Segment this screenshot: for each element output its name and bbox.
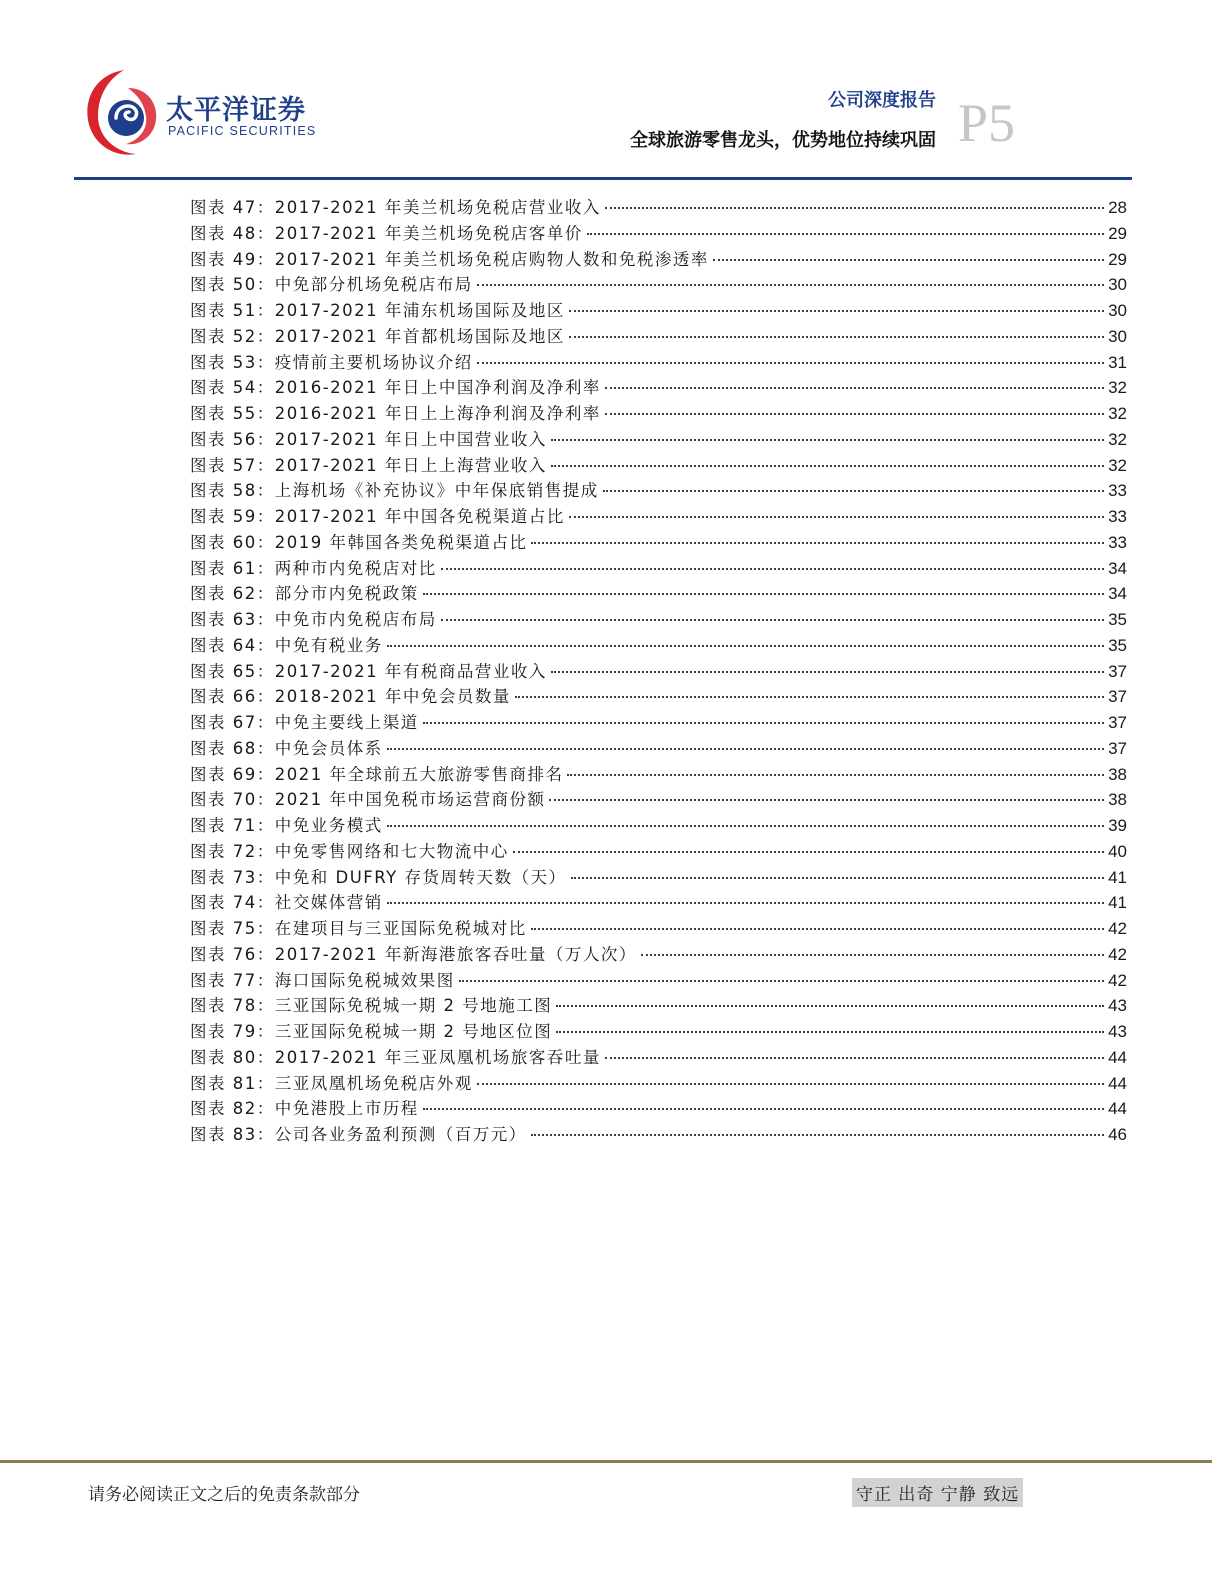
toc-entry-title: 图表 78：三亚国际免税城一期 2 号地施工图 (190, 996, 553, 1016)
toc-leader-dots (441, 617, 1104, 621)
toc-leader-dots (387, 643, 1104, 647)
toc-entry[interactable] (190, 786, 1127, 812)
toc-entry-page: 33 (1108, 532, 1127, 552)
toc-entry-title: 图表 81：三亚凤凰机场免税店外观 (190, 1073, 473, 1093)
toc-entry[interactable] (190, 889, 1127, 915)
toc-entry-title: 图表 48：2017-2021 年美兰机场免税店客单价 (190, 223, 583, 243)
toc-entry[interactable] (190, 374, 1127, 400)
toc-leader-dots (605, 411, 1104, 415)
toc-entry-page: 35 (1108, 610, 1127, 629)
toc-entry[interactable] (190, 297, 1127, 323)
toc-entry-page: 29 (1108, 249, 1127, 269)
toc-entry[interactable] (190, 1044, 1127, 1070)
toc-entry[interactable] (190, 735, 1127, 761)
toc-entry-title: 图表 68：中免会员体系 (190, 738, 383, 758)
toc-entry-page: 30 (1108, 326, 1127, 346)
toc-entry[interactable] (190, 503, 1127, 529)
toc-entry-page: 41 (1108, 893, 1127, 913)
toc-entry[interactable] (190, 941, 1127, 967)
toc-leader-dots (477, 1081, 1104, 1085)
toc-leader-dots (423, 720, 1104, 724)
toc-entry-page: 44 (1108, 1047, 1127, 1067)
disclaimer-text: 请务必阅读正文之后的免责条款部分 (88, 1485, 360, 1505)
toc-leader-dots (569, 334, 1104, 338)
toc-entry-page: 39 (1108, 816, 1127, 835)
toc-leader-dots (531, 1132, 1104, 1136)
toc-entry-title: 图表 56：2017-2021 年日上中国营业收入 (190, 429, 547, 449)
toc-leader-dots (477, 282, 1104, 286)
report-type: 公司深度报告 (828, 90, 936, 111)
toc-entry-title: 图表 52：2017-2021 年首都机场国际及地区 (190, 326, 565, 346)
toc-entry-page: 33 (1108, 507, 1127, 526)
toc-entry-title: 图表 79：三亚国际免税城一期 2 号地区位图 (190, 1022, 553, 1041)
toc-entry[interactable] (190, 194, 1127, 220)
toc-entry-page: 29 (1108, 223, 1127, 243)
toc-leader-dots (641, 952, 1104, 956)
toc-entry[interactable] (190, 838, 1127, 864)
toc-leader-dots (549, 797, 1104, 801)
toc-entry[interactable] (190, 812, 1127, 838)
toc-entry-title: 图表 77：海口国际免税城效果图 (190, 970, 455, 990)
toc-entry[interactable] (190, 220, 1127, 246)
toc-entry-title: 图表 67：中免主要线上渠道 (190, 713, 419, 732)
toc-entry-page: 37 (1108, 661, 1127, 681)
toc-entry[interactable] (190, 529, 1127, 555)
toc-entry-page: 32 (1108, 404, 1127, 423)
toc-entry-title: 图表 60：2019 年韩国各类免税渠道占比 (190, 532, 528, 552)
toc-leader-dots (605, 205, 1104, 209)
toc-entry[interactable] (190, 761, 1127, 787)
toc-leader-dots (605, 385, 1104, 389)
toc-entry-title: 图表 55：2016-2021 年日上上海净利润及净利率 (190, 404, 601, 423)
toc-entry[interactable] (190, 1018, 1127, 1044)
toc-entry[interactable] (190, 400, 1127, 426)
toc-leader-dots (459, 978, 1104, 982)
toc-entry-page: 40 (1108, 841, 1127, 861)
toc-entry-page: 42 (1108, 919, 1127, 938)
toc-entry-title: 图表 76：2017-2021 年新海港旅客吞吐量（万人次） (190, 944, 637, 964)
toc-entry-page: 42 (1108, 944, 1127, 964)
toc-entry-title: 图表 50：中免部分机场免税店布局 (190, 275, 473, 295)
toc-leader-dots (531, 926, 1104, 930)
toc-entry[interactable] (190, 632, 1127, 658)
toc-leader-dots (387, 823, 1104, 827)
toc-leader-dots (567, 772, 1104, 776)
toc-entry[interactable] (190, 426, 1127, 452)
toc-leader-dots (441, 566, 1104, 570)
toc-entry[interactable] (190, 555, 1127, 581)
toc-leader-dots (556, 1029, 1104, 1033)
toc-leader-dots (423, 591, 1104, 595)
toc-entry[interactable] (190, 1095, 1127, 1121)
toc-leader-dots (556, 1003, 1104, 1007)
toc-leader-dots (531, 540, 1104, 544)
toc-entry-page: 34 (1108, 558, 1127, 578)
toc-entry-title: 图表 63：中免市内免税店布局 (190, 610, 437, 629)
toc-leader-dots (477, 360, 1104, 364)
toc-entry-title: 图表 70：2021 年中国免税市场运营商份额 (190, 790, 546, 810)
toc-entry-page: 32 (1108, 378, 1127, 398)
figure-list (190, 194, 1127, 1147)
toc-entry[interactable] (190, 967, 1127, 993)
toc-entry-page: 32 (1108, 455, 1127, 475)
toc-entry[interactable] (190, 580, 1127, 606)
toc-entry-page: 37 (1108, 738, 1127, 758)
toc-entry-title: 图表 73：中免和 DUFRY 存货周转天数（天） (190, 867, 567, 887)
toc-leader-dots (603, 488, 1104, 492)
toc-leader-dots (551, 437, 1104, 441)
toc-entry-page: 30 (1108, 301, 1127, 320)
toc-entry-title: 图表 71：中免业务模式 (190, 816, 383, 835)
toc-entry-title: 图表 74：社交媒体营销 (190, 893, 383, 913)
toc-entry-page: 44 (1108, 1073, 1127, 1093)
company-motto: 守正 出奇 宁静 致远 (852, 1478, 1023, 1507)
toc-leader-dots (423, 1106, 1104, 1110)
toc-entry[interactable] (190, 323, 1127, 349)
toc-entry-page: 41 (1108, 867, 1127, 887)
toc-entry-title: 图表 47：2017-2021 年美兰机场免税店营业收入 (190, 198, 601, 217)
report-title: 全球旅游零售龙头，优势地位持续巩固 (630, 130, 936, 151)
toc-entry[interactable] (190, 477, 1127, 503)
toc-leader-dots (387, 900, 1104, 904)
toc-entry-title: 图表 58：上海机场《补充协议》中年保底销售提成 (190, 481, 599, 501)
toc-entry[interactable] (190, 709, 1127, 735)
toc-entry-title: 图表 61：两种市内免税店对比 (190, 558, 437, 578)
brand-name-en: PACIFIC SECURITIES (168, 124, 317, 138)
toc-entry[interactable] (190, 1121, 1127, 1147)
toc-entry-page: 42 (1108, 970, 1127, 990)
toc-entry[interactable] (190, 452, 1127, 478)
toc-entry-title: 图表 80：2017-2021 年三亚凤凰机场旅客吞吐量 (190, 1047, 601, 1067)
page-number: P5 (958, 93, 1016, 153)
toc-entry-title: 图表 49：2017-2021 年美兰机场免税店购物人数和免税渗透率 (190, 249, 709, 269)
toc-leader-dots (515, 694, 1104, 698)
toc-entry-title: 图表 72：中免零售网络和七大物流中心 (190, 841, 509, 861)
toc-entry[interactable] (190, 658, 1127, 684)
toc-entry-page: 37 (1108, 687, 1127, 707)
toc-entry-page: 43 (1108, 996, 1127, 1016)
toc-entry-title: 图表 66：2018-2021 年中免会员数量 (190, 687, 511, 707)
toc-entry-title: 图表 83：公司各业务盈利预测（百万元） (190, 1125, 527, 1144)
toc-entry-title: 图表 69：2021 年全球前五大旅游零售商排名 (190, 764, 564, 784)
toc-leader-dots (551, 463, 1104, 467)
toc-entry[interactable] (190, 246, 1127, 272)
toc-entry[interactable] (190, 864, 1127, 890)
company-logo (84, 64, 324, 164)
toc-entry[interactable] (190, 606, 1127, 632)
toc-entry-page: 37 (1108, 713, 1127, 732)
toc-entry-title: 图表 64：中免有税业务 (190, 635, 383, 655)
toc-entry-title: 图表 82：中免港股上市历程 (190, 1099, 419, 1119)
toc-entry[interactable] (190, 349, 1127, 375)
toc-entry[interactable] (190, 271, 1127, 297)
toc-entry[interactable] (190, 992, 1127, 1018)
toc-entry-title: 图表 57：2017-2021 年日上上海营业收入 (190, 455, 547, 475)
toc-leader-dots (569, 308, 1104, 312)
brand-name-cn: 太平洋证券 (166, 95, 306, 126)
toc-entry[interactable] (190, 683, 1127, 709)
pacific-securities-logo-icon (84, 64, 164, 160)
toc-entry[interactable] (190, 915, 1127, 941)
toc-entry-title: 图表 51：2017-2021 年浦东机场国际及地区 (190, 301, 565, 320)
toc-leader-dots (513, 849, 1104, 853)
header-divider (74, 177, 1132, 180)
toc-entry-page: 30 (1108, 275, 1127, 295)
toc-entry-page: 34 (1108, 584, 1127, 604)
toc-entry-page: 28 (1108, 198, 1127, 217)
toc-entry-page: 33 (1108, 481, 1127, 501)
toc-entry-page: 38 (1108, 790, 1127, 810)
toc-entry-page: 46 (1108, 1125, 1127, 1144)
toc-entry-page: 44 (1108, 1099, 1127, 1119)
toc-leader-dots (551, 669, 1104, 673)
toc-leader-dots (571, 875, 1105, 879)
toc-entry[interactable] (190, 1070, 1127, 1096)
toc-leader-dots (587, 231, 1104, 235)
toc-entry-title: 图表 59：2017-2021 年中国各免税渠道占比 (190, 507, 565, 526)
toc-leader-dots (713, 257, 1104, 261)
toc-leader-dots (605, 1055, 1104, 1059)
toc-entry-page: 31 (1108, 352, 1127, 372)
toc-entry-page: 38 (1108, 764, 1127, 784)
toc-entry-page: 43 (1108, 1022, 1127, 1041)
toc-leader-dots (387, 746, 1104, 750)
toc-entry-page: 32 (1108, 429, 1127, 449)
toc-entry-title: 图表 54：2016-2021 年日上中国净利润及净利率 (190, 378, 601, 398)
toc-entry-title: 图表 62：部分市内免税政策 (190, 584, 419, 604)
toc-leader-dots (569, 514, 1104, 518)
toc-entry-page: 35 (1108, 635, 1127, 655)
toc-entry-title: 图表 53：疫情前主要机场协议介绍 (190, 352, 473, 372)
toc-entry-title: 图表 75：在建项目与三亚国际免税城对比 (190, 919, 527, 938)
toc-entry-title: 图表 65：2017-2021 年有税商品营业收入 (190, 661, 547, 681)
footer-divider (0, 1460, 1212, 1463)
